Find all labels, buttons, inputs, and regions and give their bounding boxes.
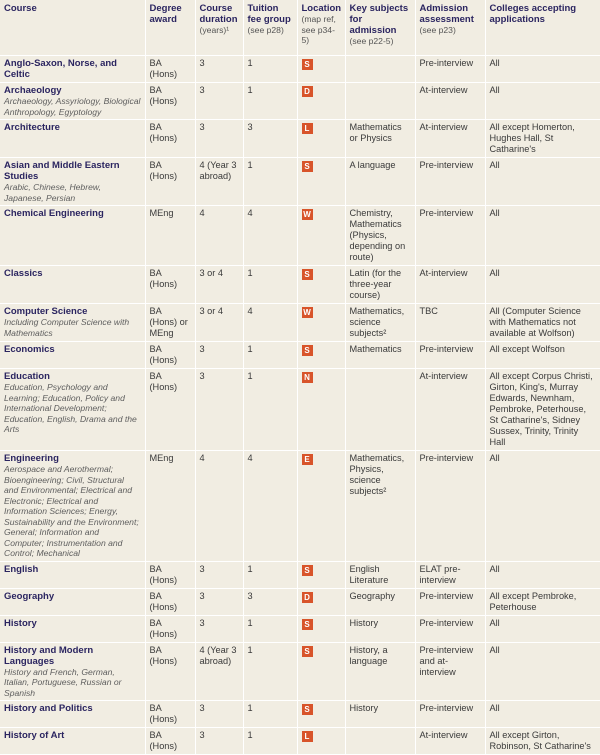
course-name: History of Art	[4, 730, 65, 741]
duration-cell: 3	[195, 615, 243, 642]
degree-cell: BA (Hons)	[145, 158, 195, 206]
assessment-cell: At-interview	[415, 83, 485, 120]
course-name: History	[4, 617, 37, 629]
colleges-cell: All	[485, 451, 600, 562]
duration-cell: 3 or 4	[195, 304, 243, 342]
fee-cell: 3	[243, 588, 297, 615]
fee-cell: 1	[243, 728, 297, 755]
assessment-cell: At-interview	[415, 120, 485, 158]
course-name: Classics	[4, 268, 43, 279]
table-row	[0, 451, 600, 562]
fee-cell: 1	[243, 158, 297, 206]
table-row	[0, 83, 600, 120]
location-badge: S	[302, 646, 313, 657]
table-row	[0, 266, 600, 304]
location-cell	[297, 83, 345, 120]
location-badge: S	[302, 704, 313, 715]
course-name: Geography	[4, 590, 55, 602]
subjects-cell: History	[345, 701, 415, 728]
subjects-cell: Mathematics, Physics, science subjects²	[345, 451, 415, 562]
location-cell	[297, 615, 345, 642]
subjects-cell: Mathematics, science subjects²	[345, 304, 415, 342]
degree-cell: BA (Hons)	[145, 701, 195, 728]
location-cell	[297, 206, 345, 266]
header-subjects: Key subjects for admission (see p22-5)	[345, 0, 415, 56]
course-subtitle: Education, Psychology and Learning; Education, Policy and International Development; Education, English, Drama and the Arts	[4, 382, 137, 434]
table-row	[0, 206, 600, 266]
course-name: History and Modern Languages	[4, 644, 94, 667]
location-cell	[297, 369, 345, 451]
table-row	[0, 588, 600, 615]
assessment-cell: At-interview	[415, 728, 485, 755]
assessment-cell: At-interview	[415, 266, 485, 304]
fee-cell: 1	[243, 56, 297, 83]
location-badge: D	[302, 592, 313, 603]
degree-cell: BA (Hons)	[145, 83, 195, 120]
degree-cell: MEng	[145, 451, 195, 562]
assessment-cell: Pre-interview	[415, 615, 485, 642]
duration-cell: 3	[195, 120, 243, 158]
table-row	[0, 342, 600, 369]
header-degree: Degree award	[145, 0, 195, 56]
location-cell	[297, 304, 345, 342]
location-badge: S	[302, 619, 313, 630]
course-subtitle: History and French, German, Italian, Portuguese, Russian or Spanish	[4, 666, 122, 698]
duration-cell: 3 or 4	[195, 266, 243, 304]
table-body	[0, 56, 600, 755]
degree-cell: BA (Hons)	[145, 588, 195, 615]
fee-cell: 1	[243, 83, 297, 120]
fee-cell: 4	[243, 304, 297, 342]
duration-cell: 3	[195, 369, 243, 451]
table-row	[0, 158, 600, 206]
location-badge: S	[302, 345, 313, 356]
location-cell	[297, 266, 345, 304]
location-cell	[297, 701, 345, 728]
course-cell	[0, 158, 145, 206]
location-cell	[297, 728, 345, 755]
course-name: Architecture	[4, 122, 60, 133]
assessment-cell: TBC	[415, 304, 485, 342]
colleges-cell: All	[485, 83, 600, 120]
course-name: Computer Science	[4, 306, 88, 317]
course-cell	[0, 369, 145, 451]
fee-cell: 1	[243, 342, 297, 369]
course-cell	[0, 120, 145, 158]
degree-cell: BA (Hons)	[145, 728, 195, 755]
location-badge: S	[302, 161, 313, 172]
duration-cell: 4 (Year 3 abroad)	[195, 158, 243, 206]
header-duration: Course duration (years)¹	[195, 0, 243, 56]
duration-cell: 3	[195, 83, 243, 120]
colleges-cell: All	[485, 561, 600, 588]
table-row	[0, 304, 600, 342]
location-badge: D	[302, 86, 313, 97]
course-cell	[0, 642, 145, 701]
fee-cell: 1	[243, 561, 297, 588]
duration-cell: 3	[195, 561, 243, 588]
subjects-cell: History, a language	[345, 642, 415, 701]
degree-cell: BA (Hons)	[145, 266, 195, 304]
fee-cell: 4	[243, 451, 297, 562]
location-cell	[297, 561, 345, 588]
location-badge: L	[302, 731, 313, 742]
course-name: English	[4, 563, 39, 575]
location-badge: E	[302, 454, 313, 465]
colleges-cell: All except Girton, Robinson, St Catharine's	[485, 728, 600, 755]
degree-cell: BA (Hons)	[145, 342, 195, 369]
table-row	[0, 120, 600, 158]
table-row	[0, 369, 600, 451]
assessment-cell: ELAT pre-interview	[415, 561, 485, 588]
course-cell	[0, 266, 145, 304]
course-cell	[0, 83, 145, 120]
subjects-cell: Geography	[345, 588, 415, 615]
degree-cell: BA (Hons)	[145, 369, 195, 451]
colleges-cell: All except Wolfson	[485, 342, 600, 369]
subjects-cell	[345, 728, 415, 755]
assessment-cell: Pre-interview	[415, 56, 485, 83]
subjects-cell	[345, 369, 415, 451]
header-assessment: Admission assessment (see p23)	[415, 0, 485, 56]
table-row	[0, 642, 600, 701]
duration-cell: 3	[195, 588, 243, 615]
location-cell	[297, 642, 345, 701]
course-name: Asian and Middle Eastern Studies	[4, 160, 120, 182]
duration-cell: 3	[195, 56, 243, 83]
header-colleges: Colleges accepting applications	[485, 0, 600, 56]
course-name: Education	[4, 371, 50, 382]
subjects-cell: English Literature	[345, 561, 415, 588]
course-name: History and Politics	[4, 703, 93, 714]
course-name: Anglo-Saxon, Norse, and Celtic	[4, 58, 117, 80]
course-cell	[0, 206, 145, 266]
table-row	[0, 561, 600, 588]
subjects-cell: Latin (for the three-year course)	[345, 266, 415, 304]
course-cell	[0, 588, 145, 615]
fee-cell: 1	[243, 615, 297, 642]
course-name: Archaeology	[4, 85, 62, 96]
location-cell	[297, 120, 345, 158]
assessment-cell: At-interview	[415, 369, 485, 451]
assessment-cell: Pre-interview	[415, 206, 485, 266]
table-row	[0, 56, 600, 83]
fee-cell: 4	[243, 206, 297, 266]
subjects-cell: Mathematics	[345, 342, 415, 369]
location-cell	[297, 451, 345, 562]
header-fee: Tuition fee group (see p28)	[243, 0, 297, 56]
assessment-cell: Pre-interview	[415, 588, 485, 615]
course-cell	[0, 615, 145, 642]
course-subtitle: Arabic, Chinese, Hebrew, Japanese, Persian	[4, 182, 101, 203]
location-badge: L	[302, 123, 313, 134]
assessment-cell: Pre-interview and at-interview	[415, 642, 485, 701]
degree-cell: BA (Hons)	[145, 56, 195, 83]
fee-cell: 1	[243, 701, 297, 728]
table-row	[0, 615, 600, 642]
duration-cell: 3	[195, 342, 243, 369]
course-name: Economics	[4, 344, 55, 355]
course-name: Chemical Engineering	[4, 208, 104, 219]
fee-cell: 1	[243, 266, 297, 304]
degree-cell: BA (Hons)	[145, 642, 195, 701]
colleges-cell: All	[485, 56, 600, 83]
course-subtitle: Aerospace and Aerothermal; Bioengineering; Civil, Structural and Environmental; Electrical and Electronic; Electrical and Information Sciences; Energy, Sustainability and the Environment; General; Information and Computer; Instrumentation and Control; Mechanical	[4, 464, 139, 558]
fee-cell: 1	[243, 642, 297, 701]
subjects-cell: Chemistry, Mathematics (Physics, depending on route)	[345, 206, 415, 266]
course-name: Engineering	[4, 453, 59, 464]
colleges-cell: All (Computer Science with Mathematics not available at Wolfson)	[485, 304, 600, 342]
duration-cell: 3	[195, 701, 243, 728]
course-cell	[0, 56, 145, 83]
location-cell	[297, 588, 345, 615]
location-badge: N	[302, 372, 313, 383]
degree-cell: MEng	[145, 206, 195, 266]
duration-cell: 4	[195, 451, 243, 562]
location-cell	[297, 158, 345, 206]
header-location: Location (map ref, see p34-5)	[297, 0, 345, 56]
colleges-cell: All	[485, 266, 600, 304]
assessment-cell: Pre-interview	[415, 158, 485, 206]
colleges-cell: All except Homerton, Hughes Hall, St Catharine's	[485, 120, 600, 158]
course-cell	[0, 561, 145, 588]
assessment-cell: Pre-interview	[415, 342, 485, 369]
course-subtitle: Archaeology, Assyriology, Biological Anthropology, Egyptology	[4, 96, 141, 117]
table-header	[0, 0, 600, 56]
fee-cell: 3	[243, 120, 297, 158]
location-badge: S	[302, 269, 313, 280]
location-cell	[297, 342, 345, 369]
assessment-cell: Pre-interview	[415, 451, 485, 562]
subjects-cell	[345, 83, 415, 120]
colleges-cell: All except Corpus Christi, Girton, King's, Murray Edwards, Newnham, Pembroke, Peterhouse, St Catharine's, Sidney Sussex, Trinity, Trinity Hall	[485, 369, 600, 451]
colleges-cell: All	[485, 701, 600, 728]
duration-cell: 4	[195, 206, 243, 266]
course-cell	[0, 451, 145, 562]
subjects-cell	[345, 56, 415, 83]
location-badge: W	[303, 210, 311, 219]
subjects-cell: A language	[345, 158, 415, 206]
header-course: Course	[0, 0, 145, 56]
course-cell	[0, 342, 145, 369]
duration-cell: 3	[195, 728, 243, 755]
colleges-cell: All	[485, 206, 600, 266]
degree-cell: BA (Hons)	[145, 615, 195, 642]
course-subtitle: Including Computer Science with Mathematics	[4, 317, 130, 338]
course-cell	[0, 701, 145, 728]
location-cell	[297, 56, 345, 83]
subjects-cell: History	[345, 615, 415, 642]
table-row	[0, 701, 600, 728]
colleges-cell: All except Pembroke, Peterhouse	[485, 588, 600, 615]
course-cell	[0, 728, 145, 755]
table-row	[0, 728, 600, 755]
degree-cell: BA (Hons)	[145, 561, 195, 588]
location-badge: S	[302, 565, 313, 576]
assessment-cell: Pre-interview	[415, 701, 485, 728]
fee-cell: 1	[243, 369, 297, 451]
degree-cell: BA (Hons)	[145, 120, 195, 158]
location-badge: W	[303, 308, 311, 317]
colleges-cell: All	[485, 615, 600, 642]
course-cell	[0, 304, 145, 342]
location-badge: S	[302, 59, 313, 70]
degree-cell: BA (Hons) or MEng	[145, 304, 195, 342]
subjects-cell: Mathematics or Physics	[345, 120, 415, 158]
duration-cell: 4 (Year 3 abroad)	[195, 642, 243, 701]
colleges-cell: All	[485, 158, 600, 206]
colleges-cell: All	[485, 642, 600, 701]
